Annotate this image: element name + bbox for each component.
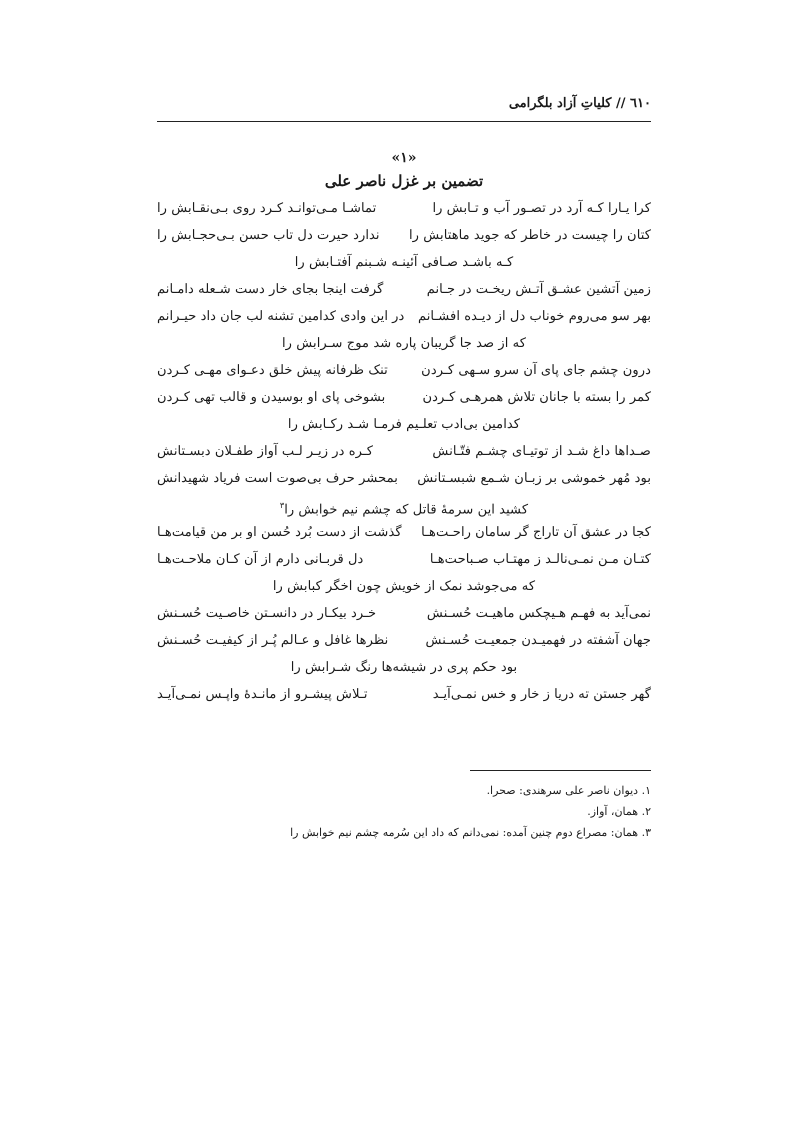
couplet (157, 195, 651, 222)
couplet (157, 276, 651, 303)
couplet (157, 600, 651, 627)
hemistich-right: کتـان مـن نمـی‌نالـد ز مهتـاب صـباحت‌هـا (429, 552, 651, 567)
couplet (157, 546, 651, 573)
footnotes (157, 780, 651, 843)
couplet (157, 357, 651, 384)
hemistich-right: بهر سو می‌روم خوناب دل از دیـده افشـانم (417, 309, 651, 324)
footnote-3: ۳. همان: مصراع دوم چنین آمده: نمی‌دانم که داد این سُرمه چشم نیم خوابش را (290, 826, 651, 839)
hemistich-right: بود مُهر خموشی بر زبـان شـمع شبسـتانش (417, 471, 651, 486)
hemistich-left: نظرها غافل و عـالم پُـر از کیفیـت حُسـنش (157, 633, 389, 648)
hemistich-right: کتان را چیست در خاطر که جوید ماهتابش را (408, 228, 651, 243)
poem-title: تضمین بر غزل ناصر علی (324, 172, 484, 190)
poem-number: «۱» (391, 150, 417, 166)
couplet (157, 627, 651, 654)
hemistich-left: ندارد حیرت دل تاب حسن بـی‌حجـابش را (157, 228, 380, 243)
hemistich-left: بشوخی پای او بوسیدن و قالب تهی کـردن (157, 390, 386, 405)
refrain-line: کـه باشـد صـافی آئینـه شـبنم آفتـابش را (294, 255, 514, 270)
footnote-1: ۱. دیوان ناصر علی سرهندی: صحرا. (486, 784, 651, 797)
couplet (157, 438, 651, 465)
couplet (157, 222, 651, 249)
hemistich-left: خـرد بیکـار در دانسـتن خاصـیت حُسـنش (157, 606, 377, 621)
hemistich-right: صـداها داغ شـد از توتیـای چشـم فتّـانش (432, 444, 651, 459)
refrain-line: که از صد جا گریبان پاره شد موج سـرابش را (281, 336, 526, 351)
hemistich-left: بمحشر حرف بی‌صوت است فریاد شهیدانش (157, 471, 398, 486)
footnote-marker: ۳ (279, 501, 285, 510)
couplet (157, 465, 651, 492)
refrain-text: کشید این سرمهٔ قاتل که چشم نیم خوابش را (284, 502, 529, 518)
header-rule (157, 121, 651, 122)
hemistich-left: تماشـا مـی‌توانـد کـرد روی بـی‌نقـابش را (157, 201, 377, 216)
hemistich-right: گهر جستن ته دریا ز خار و خس نمـی‌آیـد (432, 687, 651, 702)
hemistich-right: کرا یـارا کـه آرد در تصـور آب و تـابش را (432, 201, 651, 216)
hemistich-left: گذشت از دست بُرد حُسن او بر من قیامت‌هـا (157, 525, 402, 540)
couplet (157, 384, 651, 411)
hemistich-left: در این وادی کدامین تشنه لب جان داد حیـرانم (157, 309, 405, 324)
hemistich-right: کجا در عشق آن تاراج گر سامان راحـت‌هـا (421, 525, 651, 540)
refrain-line: کدامین بی‌ادب تعلـیم فرمـا شـد رکـابش را (287, 417, 521, 432)
hemistich-right: کمر را بسته با جانان تلاش همرهـی کـردن (422, 390, 651, 405)
hemistich-right: جهان آشفته در فهمیـدن جمعیـت حُسـنش (425, 633, 651, 648)
refrain-line: که می‌جوشد نمک از خویش چون اخگر کبابش را (272, 579, 536, 594)
footnote-2: ۲. همان، آواز. (587, 805, 651, 818)
hemistich-right: درون چشم جای پای آن سرو سـهی کـردن (421, 363, 651, 378)
hemistich-left: تنک ظرفانه پیش خلق دعـوای مهـی کـردن (157, 363, 388, 378)
footnote-rule (470, 770, 651, 771)
poem-lines (157, 195, 651, 708)
running-header: ٦١٠ // کلیاتِ آزاد بلگرامی (508, 96, 651, 111)
hemistich-right: نمی‌آید به فهـم هـیچکس ماهیـت حُسـنش (426, 606, 651, 621)
couplet (157, 303, 651, 330)
couplet (157, 519, 651, 546)
refrain-line (157, 492, 651, 519)
refrain-line: بود حکم پری در شیشه‌ها رنگ شـرابش را (290, 660, 518, 675)
hemistich-right: زمین آتشین عشـق آتـش ریخـت در جـانم (426, 282, 651, 297)
hemistich-left: کـره در زیـر لـب آواز طفـلان دبسـتانش (157, 444, 374, 459)
couplet (157, 681, 651, 708)
hemistich-left: گرفت اینجا بجای خار دست شـعله دامـانم (157, 282, 384, 297)
hemistich-left: تـلاش پیشـرو از مانـدهٔ واپـس نمـی‌آیـد (157, 687, 368, 702)
hemistich-left: دل قربـانی دارم از آن کـان ملاحـت‌هـا (157, 552, 364, 567)
